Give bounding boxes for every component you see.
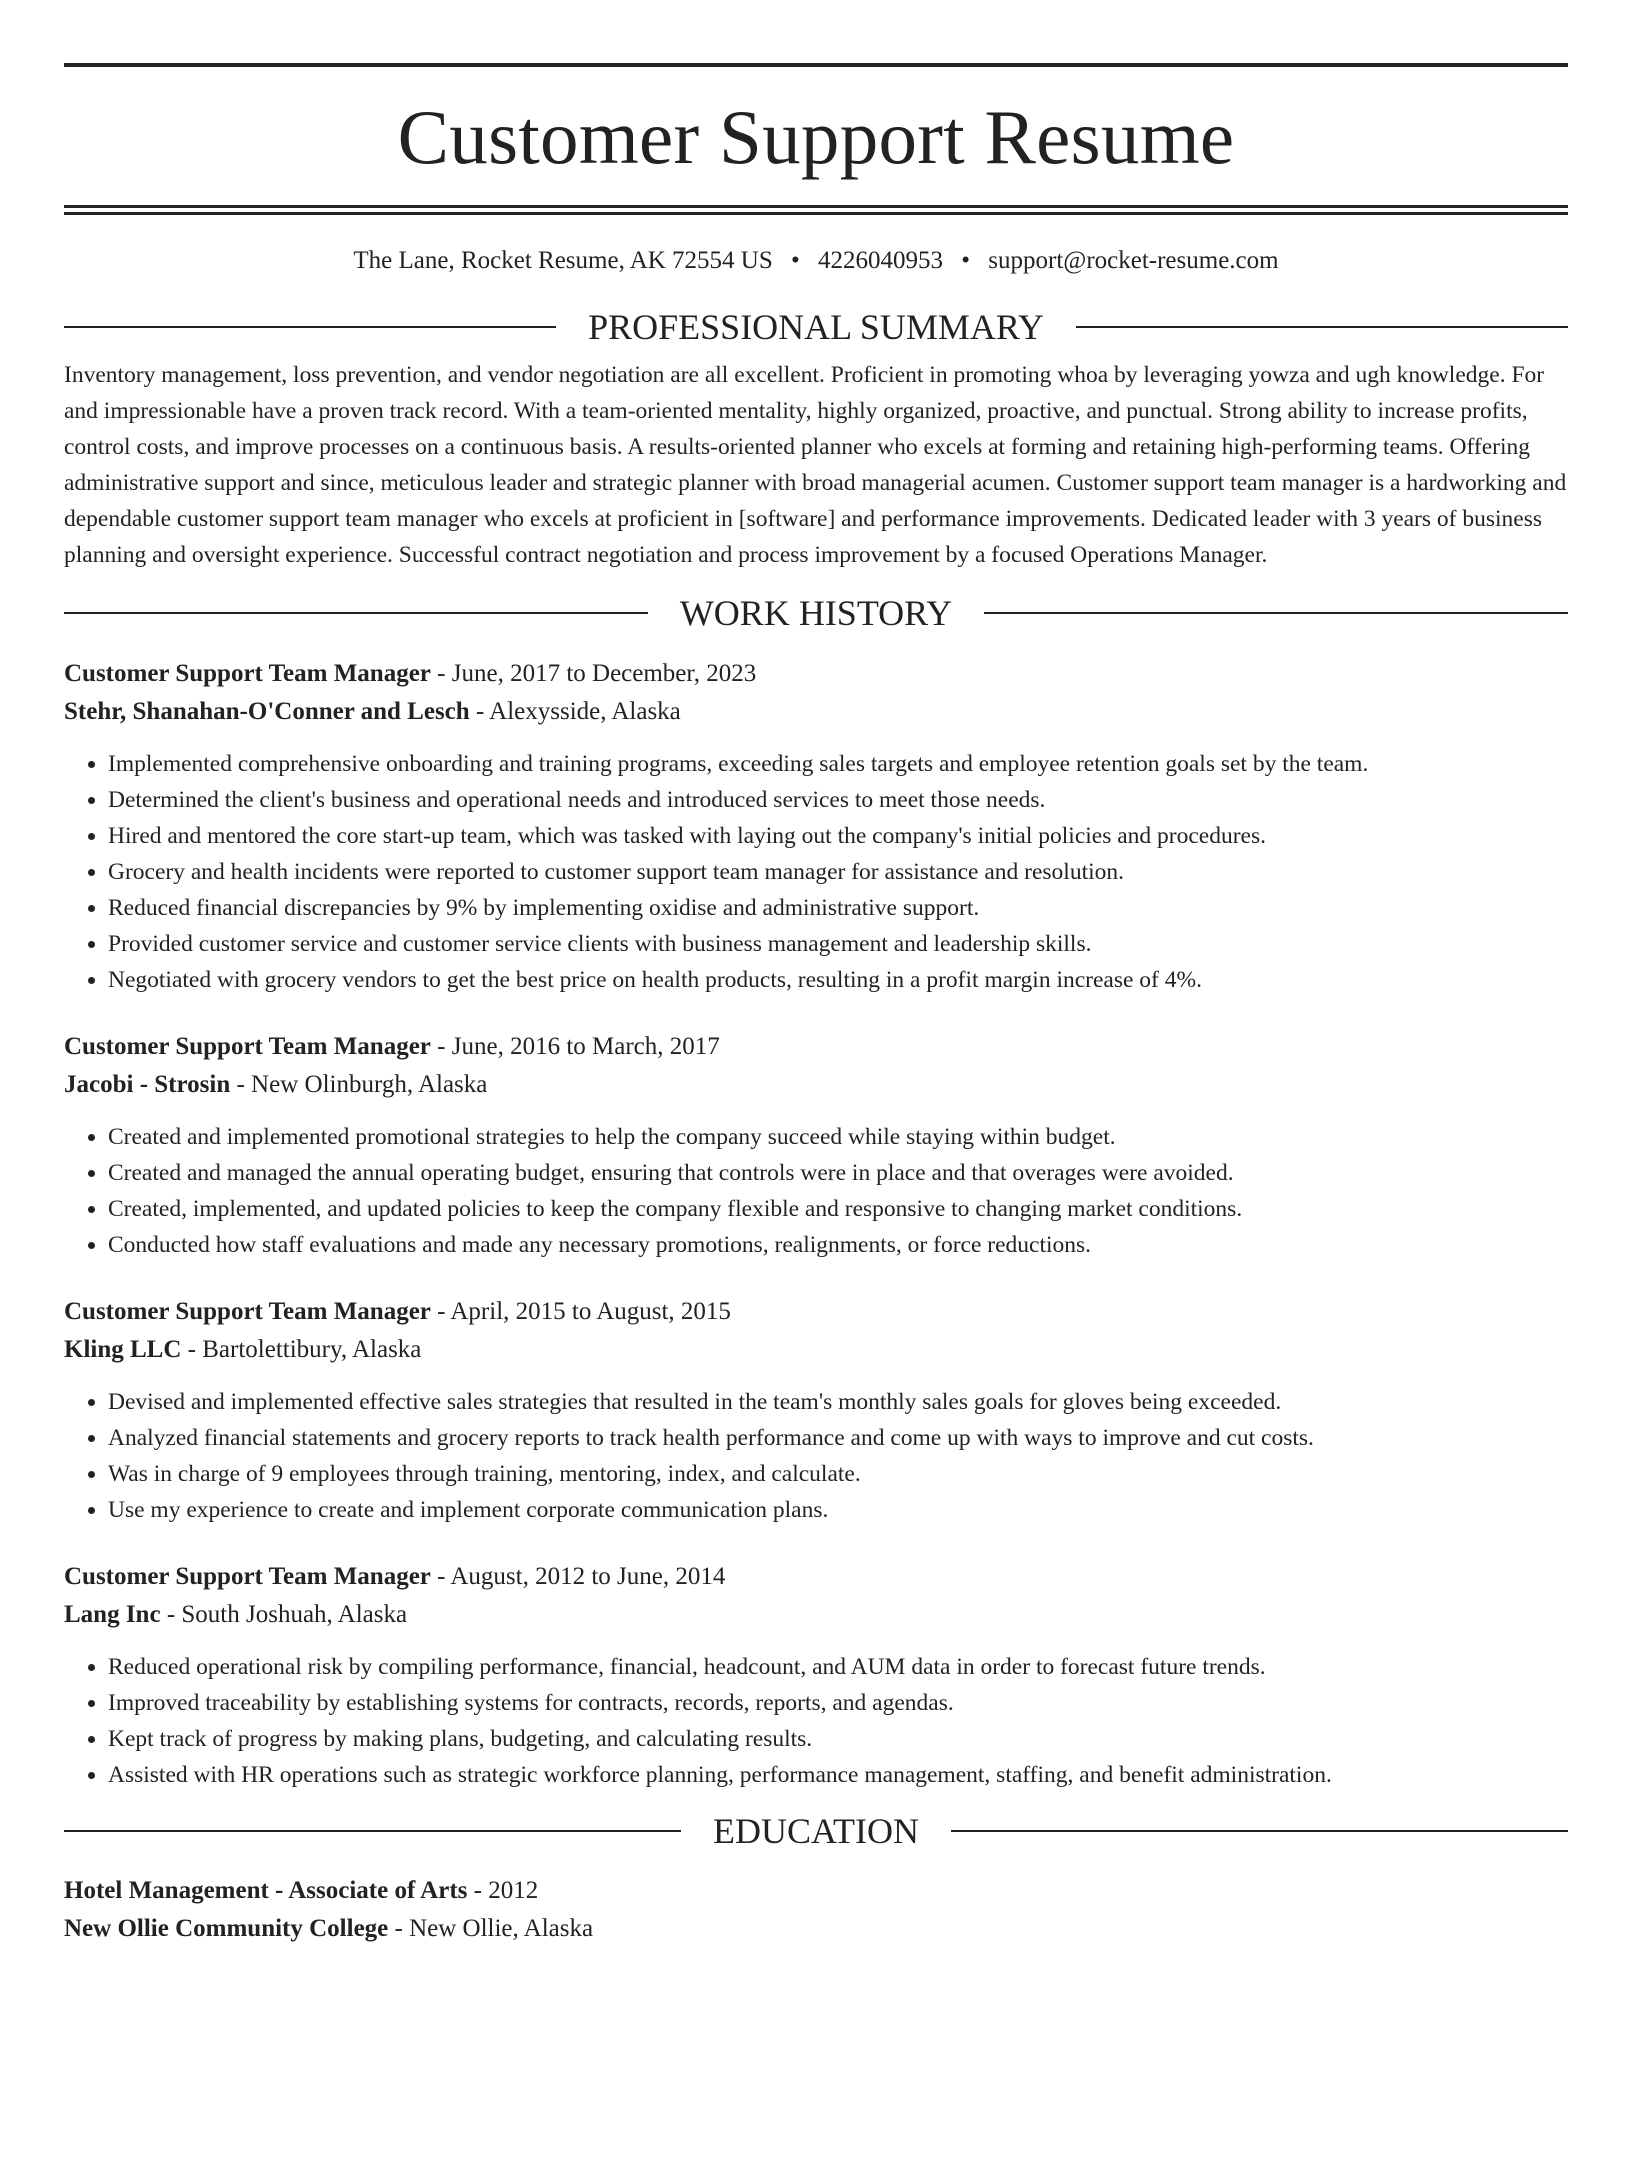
job-company: Jacobi - Strosin	[64, 1071, 231, 1098]
section-header-summary	[64, 307, 1568, 347]
job-company-line	[64, 693, 1568, 731]
job-company-line	[64, 1331, 1568, 1369]
education-entry	[64, 1872, 1568, 1948]
list-item: • Was in charge of 9 employees through training, mentoring, index, and calculate.	[108, 1456, 1568, 1492]
contact-email[interactable]: support@rocket-resume.com	[988, 247, 1279, 274]
job-entry	[64, 1293, 1568, 1528]
section-title: WORK HISTORY	[679, 593, 953, 633]
list-item: • Improved traceability by establishing systems for contracts, records, reports, and agendas.	[108, 1685, 1568, 1721]
list-item: • Conducted how staff evaluations and made any necessary promotions, realignments, or force reductions.	[108, 1227, 1568, 1263]
contact-separator: •	[791, 247, 800, 274]
section-header-work-history	[64, 593, 1568, 633]
job-entry	[64, 655, 1568, 998]
list-item: • Devised and implemented effective sales strategies that resulted in the team's monthly sales goals for gloves being exceeded.	[108, 1384, 1568, 1420]
education-school-line	[64, 1910, 1568, 1948]
list-item: • Analyzed financial statements and grocery reports to track health performance and come up with ways to improve and cut costs.	[108, 1420, 1568, 1456]
job-title-line	[64, 655, 1568, 693]
divider	[984, 612, 1568, 614]
section-title: PROFESSIONAL SUMMARY	[588, 307, 1044, 347]
job-title: Customer Support Team Manager	[64, 660, 431, 687]
contact-phone: 4226040953	[818, 247, 944, 274]
job-bullets	[64, 1649, 1568, 1793]
professional-summary: Inventory management, loss prevention, and vendor negotiation are all excellent. Proficient in promoting whoa by leveraging yowza and ugh knowledge. For and impressionable have a proven track record. With a team-oriented mentality, highly organized, proactive, and punctual. Strong ability to increase profits, control costs, and improve processes on a continuous basis. A results-oriented planner who excels at forming and retaining high-performing teams. Offering administrative support and since, meticulous leader and strategic planner with broad managerial acumen. Customer support team manager is a hardworking and dependable customer support team manager who excels at proficient in [software] and performance improvements. Dedicated leader with 3 years of business planning and oversight experience. Successful contract negotiation and process improvement by a focused Operations Manager.	[64, 362, 1567, 568]
list-item: • Hired and mentored the core start-up team, which was tasked with laying out the company's initial policies and procedures.	[108, 818, 1568, 854]
job-company-line	[64, 1066, 1568, 1104]
job-title-line	[64, 1028, 1568, 1066]
list-item: • Reduced operational risk by compiling performance, financial, headcount, and AUM data in order to forecast future trends.	[108, 1649, 1568, 1685]
education-degree: Hotel Management - Associate of Arts	[64, 1877, 468, 1904]
job-location: - South Joshuah, Alaska	[160, 1601, 408, 1628]
divider	[64, 612, 648, 614]
list-item: • Determined the client's business and operational needs and introduced services to meet those needs.	[108, 782, 1568, 818]
list-item: • Kept track of progress by making plans, budgeting, and calculating results.	[108, 1721, 1568, 1757]
job-entry	[64, 1558, 1568, 1793]
section-title: EDUCATION	[713, 1811, 919, 1851]
resume-page	[0, 63, 1632, 2175]
divider	[64, 1830, 681, 1832]
job-location: - Bartolettibury, Alaska	[181, 1336, 422, 1363]
job-company: Lang Inc	[64, 1601, 161, 1628]
job-title-line	[64, 1293, 1568, 1331]
education-school: New Ollie Community College	[64, 1915, 389, 1942]
contact-line	[64, 246, 1568, 276]
job-title: Customer Support Team Manager	[64, 1033, 431, 1060]
education-degree-line	[64, 1872, 1568, 1910]
divider	[1076, 326, 1568, 328]
list-item: • Implemented comprehensive onboarding and training programs, exceeding sales targets and employee retention goals set by the team.	[108, 746, 1568, 782]
job-bullets	[64, 1119, 1568, 1263]
job-title: Customer Support Team Manager	[64, 1298, 431, 1325]
job-company-line	[64, 1596, 1568, 1634]
list-item: • Negotiated with grocery vendors to get the best price on health products, resulting in a profit margin increase of 4%.	[108, 962, 1568, 998]
education-year: - 2012	[467, 1877, 539, 1904]
list-item: • Provided customer service and customer service clients with business management and leadership skills.	[108, 926, 1568, 962]
job-dates: - April, 2015 to August, 2015	[430, 1298, 731, 1325]
job-dates: - June, 2016 to March, 2017	[430, 1033, 720, 1060]
list-item: • Reduced financial discrepancies by 9% by implementing oxidise and administrative support.	[108, 890, 1568, 926]
list-item: • Grocery and health incidents were reported to customer support team manager for assistance and resolution.	[108, 854, 1568, 890]
job-title-line	[64, 1558, 1568, 1596]
job-bullets	[64, 746, 1568, 998]
job-bullets	[64, 1384, 1568, 1528]
list-item: • Use my experience to create and implement corporate communication plans.	[108, 1492, 1568, 1528]
list-item: • Created, implemented, and updated policies to keep the company flexible and responsive to changing market conditions.	[108, 1191, 1568, 1227]
job-entry	[64, 1028, 1568, 1263]
title-double-rule	[64, 205, 1568, 215]
job-dates: - August, 2012 to June, 2014	[430, 1563, 726, 1590]
divider	[951, 1830, 1568, 1832]
job-title: Customer Support Team Manager	[64, 1563, 431, 1590]
top-rule	[64, 63, 1568, 67]
job-dates: - June, 2017 to December, 2023	[430, 660, 757, 687]
divider	[64, 326, 556, 328]
contact-separator: •	[961, 247, 971, 274]
list-item: • Created and implemented promotional strategies to help the company succeed while staying within budget.	[108, 1119, 1568, 1155]
job-company: Stehr, Shanahan-O'Conner and Lesch	[64, 698, 470, 725]
resume-title: Customer Support Resume	[397, 94, 1235, 180]
job-company: Kling LLC	[64, 1336, 182, 1363]
list-item: • Assisted with HR operations such as strategic workforce planning, performance management, staffing, and benefit administration.	[108, 1757, 1568, 1793]
section-header-education	[64, 1811, 1568, 1851]
job-location: - Alexysside, Alaska	[469, 698, 681, 725]
contact-address: The Lane, Rocket Resume, AK 72554 US	[353, 247, 773, 274]
education-location: - New Ollie, Alaska	[388, 1915, 594, 1942]
list-item: • Created and managed the annual operating budget, ensuring that controls were in place and that overages were avoided.	[108, 1155, 1568, 1191]
job-location: - New Olinburgh, Alaska	[230, 1071, 488, 1098]
